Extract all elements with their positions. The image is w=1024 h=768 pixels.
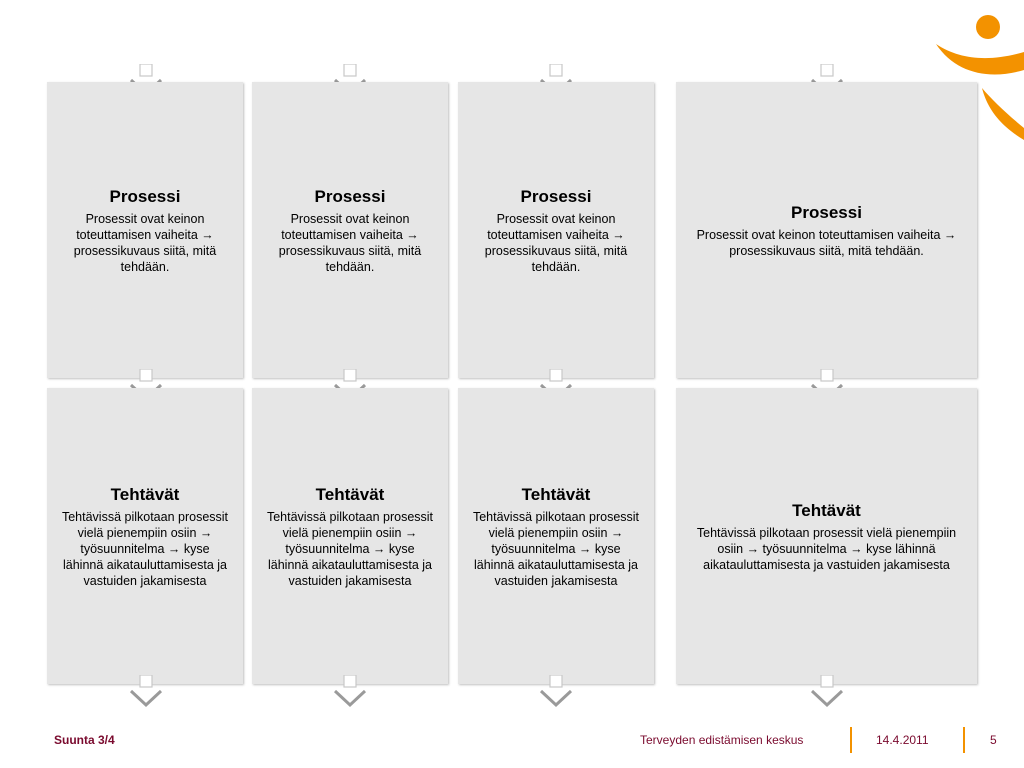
chevron-down-icon [810, 675, 844, 709]
chevron-down-icon [333, 675, 367, 709]
tasks-card-3 [458, 388, 654, 684]
chevron-down-icon [129, 675, 163, 709]
footer-page-number: 5 [990, 733, 997, 747]
process-card-text: Prosessit ovat keinon toteuttamisen vaiheita → prosessikuvaus siitä, mitä tehdään. [73, 211, 217, 274]
footer-divider [850, 727, 852, 753]
process-card-3 [458, 82, 654, 378]
process-card-2 [252, 82, 448, 378]
process-card-1 [47, 82, 243, 378]
tasks-card-title: Tehtävät [315, 484, 385, 504]
tasks-card-title: Tehtävät [792, 500, 861, 520]
footer-divider [963, 727, 965, 753]
chevron-down-icon [539, 675, 573, 709]
process-card-title: Prosessi [520, 186, 592, 206]
tasks-card-4 [676, 388, 977, 684]
tasks-card-text: Tehtävissä pilkotaan prosessit vielä pienempiin osiin → työsuunnitelma → kyse lähinnä aikatauluttamisesta ja vastuiden jakamisesta [696, 525, 957, 572]
process-card-text: Prosessit ovat keinon toteuttamisen vaiheita → prosessikuvaus siitä, mitä tehdään. [278, 211, 422, 274]
tasks-card-1 [47, 388, 243, 684]
footer-date: 14.4.2011 [876, 733, 929, 747]
tasks-card-text: Tehtävissä pilkotaan prosessit vielä pienempiin osiin → työsuunnitelma → kyse lähinnä aikatauluttamisesta ja vastuiden jakamisesta [61, 509, 229, 588]
process-card-title: Prosessi [314, 186, 386, 206]
tasks-card-title: Tehtävät [521, 484, 591, 504]
process-card-text: Prosessit ovat keinon toteuttamisen vaiheita → prosessikuvaus siitä, mitä tehdään. [484, 211, 628, 274]
tasks-card-text: Tehtävissä pilkotaan prosessit vielä pienempiin osiin → työsuunnitelma → kyse lähinnä aikatauluttamisesta ja vastuiden jakamisesta [266, 509, 434, 588]
process-card-text: Prosessit ovat keinon toteuttamisen vaiheita → prosessikuvaus siitä, mitä tehdään. [696, 227, 957, 258]
footer-slide-title: Suunta 3/4 [54, 733, 115, 747]
process-card-title: Prosessi [109, 186, 181, 206]
tasks-card-text: Tehtävissä pilkotaan prosessit vielä pienempiin osiin → työsuunnitelma → kyse lähinnä aikatauluttamisesta ja vastuiden jakamisesta [472, 509, 640, 588]
process-card-4 [676, 82, 977, 378]
tasks-card-title: Tehtävät [110, 484, 180, 504]
tasks-card-2 [252, 388, 448, 684]
process-card-title: Prosessi [791, 202, 862, 222]
footer-organization: Terveyden edistämisen keskus [640, 733, 804, 747]
